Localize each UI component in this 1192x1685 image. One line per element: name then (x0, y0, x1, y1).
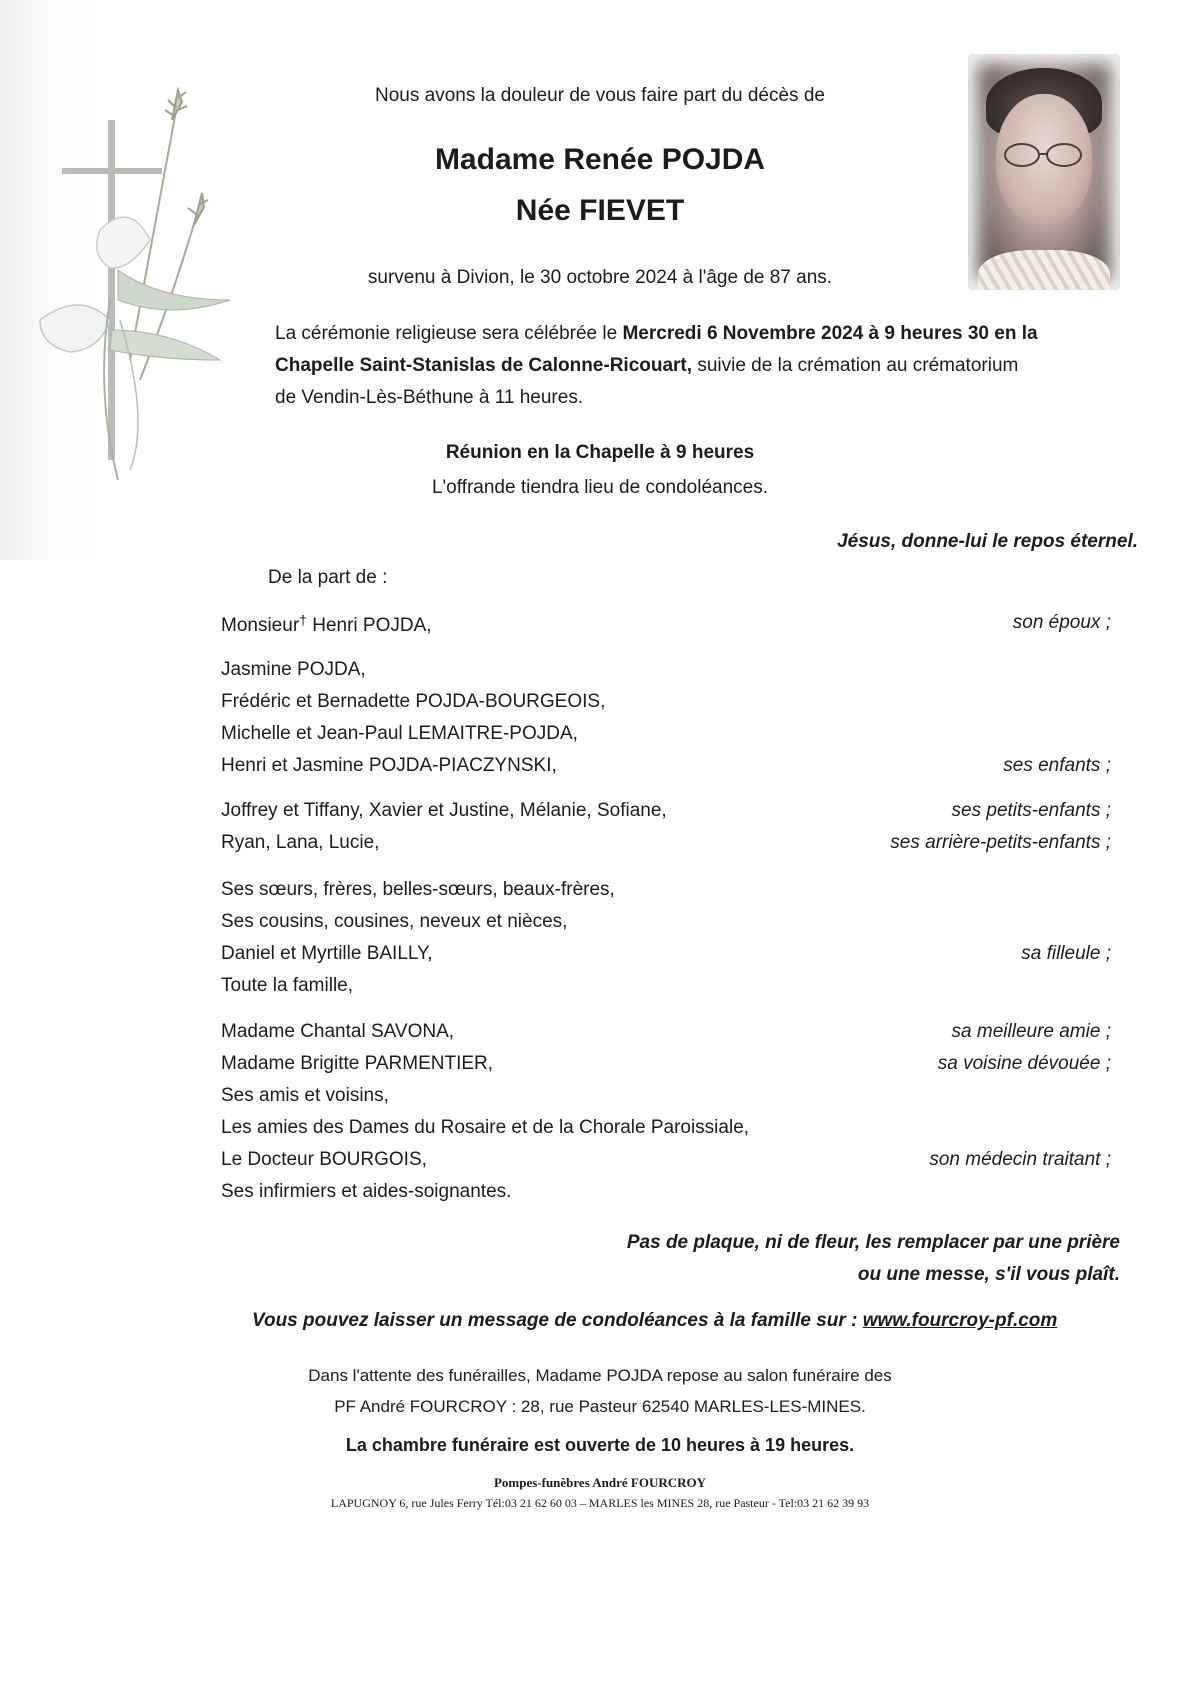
intro-line: Nous avons la douleur de vous faire part du décès de (375, 85, 825, 106)
ceremony-line-2: Chapelle Saint-Stanislas de Calonne-Ricouart, suivie de la crémation au crématorium (275, 355, 1019, 376)
family-row: Ses amis et voisins, (221, 1085, 389, 1106)
no-flowers-line-1: Pas de plaque, ni de fleur, les remplacer par une prière (626, 1232, 1120, 1253)
offering-line: L'offrande tiendra lieu de condoléances. (431, 477, 769, 498)
website-link[interactable]: www.fourcroy-pf.com (862, 1310, 1058, 1331)
family-row: Ses cousins, cousines, neveux et nièces, (221, 911, 568, 932)
family-row: Henri et Jasmine POJDA-PIACZYNSKI, ses enfants ; (221, 755, 1111, 776)
from-label: De la part de : (268, 567, 388, 588)
family-row: Le Docteur BOURGOIS, son médecin traitant ; (221, 1149, 1111, 1170)
viewing-line-2: PF André FOURCROY : 28, rue Pasteur 62540 MARLES-LES-MINES. (334, 1397, 866, 1416)
family-row: Les amies des Dames du Rosaire et de la Chorale Paroissiale, (221, 1117, 750, 1138)
viewing-line-1: Dans l'attente des funérailles, Madame POJDA repose au salon funéraire des (308, 1366, 892, 1385)
cross-lily-wheat-icon (0, 0, 260, 560)
family-row: Daniel et Myrtille BAILLY, sa filleule ; (221, 943, 1111, 964)
footer-company: Pompes-funèbres André FOURCROY (493, 1475, 707, 1490)
death-info: survenu à Divion, le 30 octobre 2024 à l'âge de 87 ans. (367, 267, 833, 288)
reunion-line: Réunion en la Chapelle à 9 heures (445, 442, 755, 463)
family-row: Madame Brigitte PARMENTIER, sa voisine dévouée ; (221, 1053, 1111, 1074)
condolences-line: Vous pouvez laisser un message de condoléances à la famille sur : www.fourcroy-pf.com (252, 1310, 1058, 1331)
family-row: Ryan, Lana, Lucie, ses arrière-petits-enfants ; (221, 832, 1111, 853)
family-row: Ses infirmiers et aides-soignantes. (221, 1181, 512, 1202)
maiden-name: Née FIEVET (515, 194, 685, 227)
family-row: Jasmine POJDA, (221, 659, 366, 680)
no-flowers-line-2: ou une messe, s'il vous plaît. (857, 1264, 1120, 1285)
family-row: Monsieur† Henri POJDA, son époux ; (221, 612, 1111, 636)
ceremony-line-3: de Vendin-Lès-Béthune à 11 heures. (275, 387, 584, 408)
family-row: Toute la famille, (221, 975, 354, 996)
prayer-line: Jésus, donne-lui le repos éternel. (837, 531, 1138, 552)
chamber-hours: La chambre funéraire est ouverte de 10 heures à 19 heures. (345, 1435, 855, 1455)
family-row: Joffrey et Tiffany, Xavier et Justine, Mélanie, Sofiane, ses petits-enfants ; (221, 800, 1111, 821)
footer-address: LAPUGNOY 6, rue Jules Ferry Tél:03 21 62 60 03 – MARLES les MINES 28, rue Pasteur - Tel:03 21 62 39 93 (330, 1496, 870, 1510)
family-row: Ses sœurs, frères, belles-sœurs, beaux-frères, (221, 879, 615, 900)
deceased-name: Madame Renée POJDA (434, 143, 766, 176)
family-row: Frédéric et Bernadette POJDA-BOURGEOIS, (221, 691, 606, 712)
family-row: Madame Chantal SAVONA, sa meilleure amie ; (221, 1021, 1111, 1042)
portrait-photo (968, 54, 1120, 290)
ceremony-line-1: La cérémonie religieuse sera célébrée le Mercredi 6 Novembre 2024 à 9 heures 30 en la (275, 323, 1038, 344)
family-row: Michelle et Jean-Paul LEMAITRE-POJDA, (221, 723, 578, 744)
